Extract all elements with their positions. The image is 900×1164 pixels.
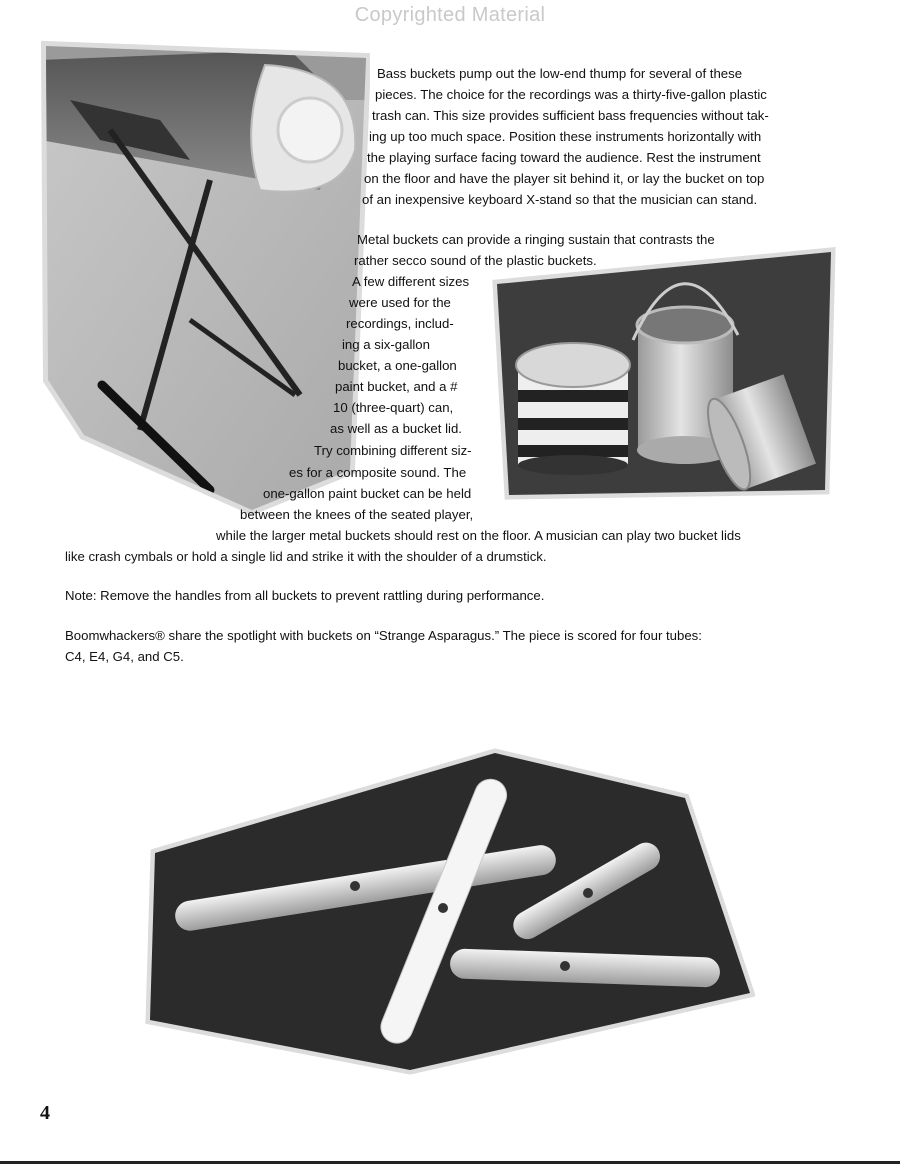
- paragraph-line: one-gallon paint bucket can be held: [263, 486, 472, 501]
- paragraph-line: trash can. This size provides sufficient bass frequencies without tak-: [372, 108, 769, 123]
- paragraph-line: recordings, includ-: [346, 316, 454, 331]
- paragraph-line: of an inexpensive keyboard X-stand so that the musician can stand.: [362, 192, 758, 207]
- paragraph-line: bucket, a one-gallon: [338, 358, 457, 373]
- paragraph-line: as well as a bucket lid.: [330, 421, 462, 436]
- paragraph-line: pieces. The choice for the recordings was a thirty-five-gallon plastic: [375, 87, 767, 102]
- page-number: 4: [40, 1102, 50, 1124]
- paragraph-line: ing up too much space. Position these instruments horizontally with: [369, 129, 762, 144]
- paragraph-line: 10 (three-quart) can,: [333, 400, 454, 415]
- paragraph-line: were used for the: [349, 295, 451, 310]
- paragraph-line: rather secco sound of the plastic buckets.: [354, 253, 597, 268]
- paragraph-line: es for a composite sound. The: [289, 465, 467, 480]
- paragraph-line: Metal buckets can provide a ringing sustain that contrasts the: [357, 232, 715, 247]
- paragraph-line: A few different sizes: [352, 274, 470, 289]
- note-text: Note: Remove the handles from all buckets to prevent rattling during performance.: [65, 588, 545, 603]
- paragraph-line: on the floor and have the player sit behind it, or lay the bucket on top: [364, 171, 765, 186]
- paragraph-line: Boomwhackers® share the spotlight with buckets on “Strange Asparagus.” The piece is scored for four tubes:: [65, 628, 702, 643]
- photo-boomwhacker-tubes: [145, 748, 755, 1078]
- photo-metal-buckets: [483, 240, 838, 505]
- paragraph-line: Try combining different siz-: [314, 443, 472, 458]
- paragraph-line: paint bucket, and a #: [335, 379, 458, 394]
- paragraph-line: ing a six-gallon: [342, 337, 430, 352]
- paragraph-line: while the larger metal buckets should rest on the floor. A musician can play two bucket lids: [216, 528, 741, 543]
- paragraph-line: like crash cymbals or hold a single lid and strike it with the shoulder of a drumstick.: [65, 549, 547, 564]
- paragraph-line: C4, E4, G4, and C5.: [65, 649, 184, 664]
- copyright-watermark: Copyrighted Material: [354, 4, 546, 26]
- paragraph-line: Bass buckets pump out the low-end thump for several of these: [377, 66, 743, 81]
- paragraph-line: the playing surface facing toward the audience. Rest the instrument: [367, 150, 761, 165]
- paragraph-line: between the knees of the seated player,: [240, 507, 474, 522]
